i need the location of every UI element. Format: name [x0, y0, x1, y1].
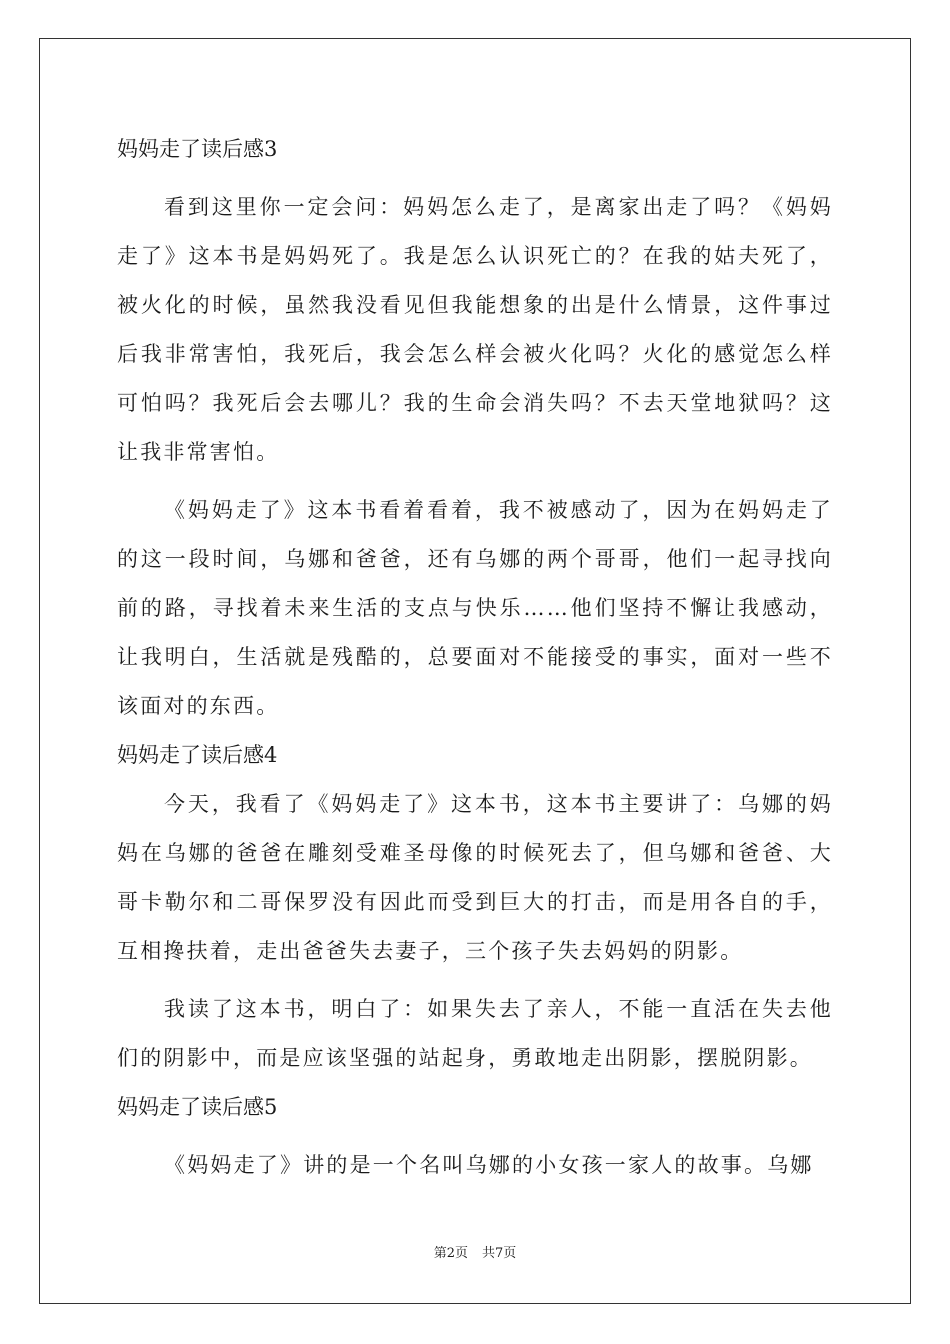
paragraph: 看到这里你一定会问：妈妈怎么走了，是离家出走了吗？《妈妈走了》这本书是妈妈死了。我是怎么认识死亡的？在我的姑夫死了，被火化的时候，虽然我没看见但我能想象的出是什么情景，这件事过后我非常害怕，我死后，我会怎么样会被火化吗？火化的感觉怎么样可怕吗？我死后会去哪儿？我的生命会消失吗？不去天堂地狱吗？这让我非常害怕。: [117, 195, 833, 464]
paragraph: 我读了这本书，明白了：如果失去了亲人，不能一直活在失去他们的阴影中，而是应该坚强的站起身，勇敢地走出阴影，摆脱阴影。: [117, 997, 833, 1070]
section-title: 妈妈走了读后感4: [117, 743, 278, 767]
section-title: 妈妈走了读后感3: [117, 137, 278, 161]
document-body: [117, 125, 833, 1190]
section-title: 妈妈走了读后感5: [117, 1095, 278, 1119]
page-total: 共7页: [482, 1246, 517, 1261]
page-number: 第2页: [433, 1246, 468, 1261]
page-footer: [0, 1246, 950, 1262]
paragraph: 《妈妈走了》讲的是一个名叫乌娜的小女孩一家人的故事。乌娜: [164, 1153, 814, 1177]
paragraph: 《妈妈走了》这本书看着看着，我不被感动了，因为在妈妈走了的这一段时间，乌娜和爸爸，还有乌娜的两个哥哥，他们一起寻找向前的路，寻找着未来生活的支点与快乐……他们坚持不懈让我感动，让我明白，生活就是残酷的，总要面对不能接受的事实，面对一些不该面对的东西。: [117, 498, 833, 718]
paragraph: 今天，我看了《妈妈走了》这本书，这本书主要讲了：乌娜的妈妈在乌娜的爸爸在雕刻受难圣母像的时候死去了，但乌娜和爸爸、大哥卡勒尔和二哥保罗没有因此而受到巨大的打击，而是用各自的手，互相搀扶着，走出爸爸失去妻子，三个孩子失去妈妈的阴影。: [117, 792, 833, 963]
